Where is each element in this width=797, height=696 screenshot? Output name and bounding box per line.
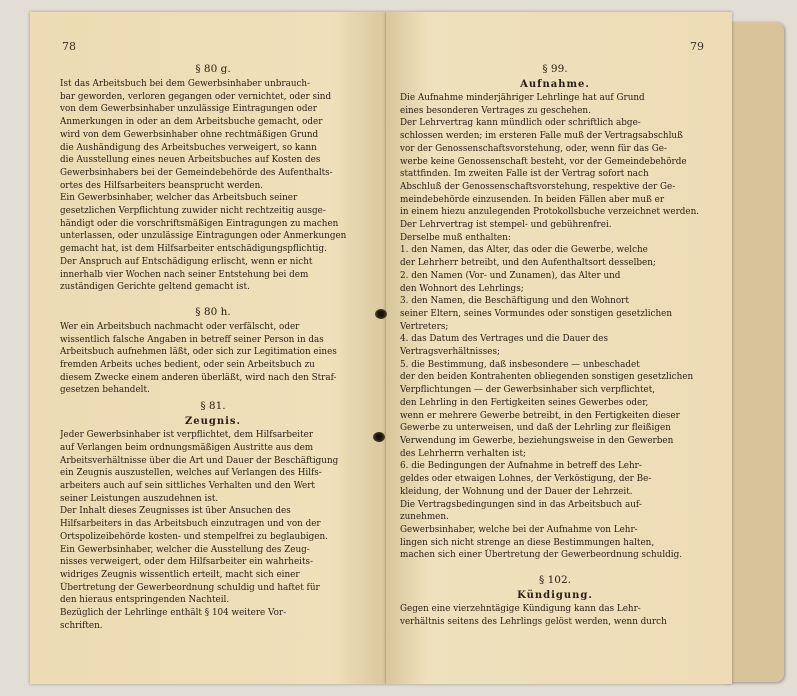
text-line: in einem hiezu anzulegenden Protokollsbuche verzeichnet werden. bbox=[400, 207, 700, 218]
text-line: 4. das Datum des Vertrages und die Dauer des bbox=[400, 334, 608, 345]
text-line: Gegen eine vierzehntägige Kündigung kann das Lehr- bbox=[400, 604, 641, 615]
binding-hole bbox=[375, 309, 387, 319]
text-line: Gewerbsinhabers bei der Gemeindebehörde des Aufenthalts- bbox=[60, 167, 333, 178]
text-line: gesetzen behandelt. bbox=[60, 385, 150, 396]
text-line: händigt oder die vorschriftsmäßigen Eintragungen zu machen bbox=[60, 218, 339, 229]
text-line: lingen sich nicht strenge an diese Bestimmungen halten, bbox=[400, 537, 655, 548]
book-back-cover bbox=[724, 22, 784, 682]
text-line: Der Inhalt dieses Zeugnisses ist über Ansuchen des bbox=[60, 506, 291, 517]
text-line: seiner Eltern, seines Vormundes oder sonstigen gesetzlichen bbox=[400, 308, 673, 319]
text-line: unterlassen, oder unzulässige Eintragungen oder Anmerkungen bbox=[60, 231, 347, 242]
text-line: seiner Leistungen auszudehnen ist. bbox=[60, 493, 219, 504]
text-line: von dem Gewerbsinhaber unzulässige Eintragungen oder bbox=[60, 104, 317, 115]
text-line: Verwendung im Gewerbe, beziehungsweise in den Gewerben bbox=[400, 435, 674, 446]
text-line: Der Lehrvertrag ist stempel- und gebührenfrei. bbox=[400, 220, 612, 231]
text-line: bar geworden, verloren gegangen oder vernichtet, oder sind bbox=[60, 91, 332, 102]
text-line: Wer ein Arbeitsbuch nachmacht oder verfälscht, oder bbox=[60, 321, 300, 332]
text-line: Arbeitsbuch aufnehmen läßt, oder sich zur Legitimation eines bbox=[60, 347, 337, 358]
text-line: Übertretung der Gewerbeordnung schuldig und haftet für bbox=[60, 582, 320, 593]
text-line: des Lehrherrn verhalten ist; bbox=[400, 448, 526, 459]
text-line: 3. den Namen, die Beschäftigung und den Wohnort bbox=[400, 296, 629, 307]
text-line: wird von dem Gewerbsinhaber ohne rechtmäßigen Grund bbox=[60, 129, 319, 140]
text-line: verhältnis seitens des Lehrlings gelöst werden, wenn durch bbox=[400, 616, 667, 627]
text-line: Gewerbe zu unterweisen, und daß der Lehrling zur fleißigen bbox=[400, 423, 671, 434]
section-number: § 81. bbox=[200, 400, 226, 413]
right-page-text bbox=[400, 63, 710, 628]
text-line: fremden Arbeits uches bedient, oder sein Arbeitsbuch zu bbox=[60, 360, 315, 371]
text-line: eines besonderen Vertrages zu geschehen. bbox=[400, 105, 591, 116]
text-line: Anmerkungen in oder an dem Arbeitsbuche gemacht, oder bbox=[60, 117, 323, 128]
text-line: ortes des Hilfsarbeiters beansprucht werden. bbox=[60, 180, 264, 191]
text-line: die Ausstellung eines neuen Arbeitsbuches auf Kosten des bbox=[60, 155, 321, 166]
text-line: der Lehrherr betreibt, und den Aufenthaltsort desselben; bbox=[400, 258, 656, 269]
text-line: widriges Zeugnis wissentlich erteilt, macht sich einer bbox=[60, 569, 300, 580]
text-line: meindebehörde einzusenden. In beiden Fällen aber muß er bbox=[400, 194, 665, 205]
text-line: wenn er mehrere Gewerbe betreibt, in den Fertigkeiten dieser bbox=[400, 410, 680, 421]
section-number: § 102. bbox=[539, 574, 571, 587]
text-line: den hieraus entspringenden Nachteil. bbox=[60, 595, 230, 606]
text-line: Ortspolizeibehörde kosten- und stempelfrei zu beglaubigen. bbox=[60, 531, 328, 542]
left-page-text bbox=[60, 63, 366, 632]
text-line: zuständigen Gerichte geltend gemacht ist. bbox=[60, 282, 250, 293]
spacer bbox=[400, 562, 710, 571]
text-line: Vertragsverhältnisses; bbox=[400, 347, 500, 358]
text-line: der den beiden Kontrahenten obliegenden sonstigen gesetzlichen bbox=[400, 372, 694, 383]
text-line: Der Anspruch auf Entschädigung erlischt, wenn er nicht bbox=[60, 256, 313, 267]
section-number: § 80 h. bbox=[195, 305, 231, 318]
binding-hole bbox=[373, 432, 385, 442]
text-line: nisses verweigert, oder dem Hilfsarbeiter ein wahrheits- bbox=[60, 557, 313, 568]
text-line: Hilfsarbeiters in das Arbeitsbuch einzutragen und von der bbox=[60, 519, 321, 530]
section-heading: Aufnahme. bbox=[520, 79, 590, 90]
page-number: 79 bbox=[690, 40, 704, 53]
text-line: diesem Zwecke einem anderen überläßt, wird nach den Straf- bbox=[60, 372, 337, 383]
text-line: Ist das Arbeitsbuch bei dem Gewerbsinhaber unbrauch- bbox=[60, 79, 311, 89]
text-line: 1. den Namen, das Alter, das oder die Gewerbe, welche bbox=[400, 245, 648, 256]
text-line: Abschluß der Genossenschaftsvorstehung, respektive der Ge- bbox=[400, 181, 676, 192]
text-line: vor der Genossenschaftsvorstehung, oder, wenn für das Ge- bbox=[400, 143, 667, 154]
text-line: Ein Gewerbsinhaber, welcher die Ausstellung des Zeug- bbox=[60, 544, 310, 555]
text-line: schlossen werden; im ersteren Falle muß der Vertragsabschluß bbox=[400, 131, 683, 142]
text-line: Derselbe muß enthalten: bbox=[400, 232, 511, 243]
text-line: innerhalb vier Wochen nach seiner Entstehung bei dem bbox=[60, 269, 309, 280]
text-line: den Wohnort des Lehrlings; bbox=[400, 283, 524, 294]
text-line: wissentlich falsche Angaben in betreff seiner Person in das bbox=[60, 334, 324, 345]
text-line: Ein Gewerbsinhaber, welcher das Arbeitsbuch seiner bbox=[60, 193, 298, 204]
text-line: zunehmen. bbox=[400, 512, 449, 523]
text-line: arbeiters auch auf sein sittliches Verhalten und den Wert bbox=[60, 480, 315, 491]
text-line: Die Vertragsbedingungen sind in das Arbeitsbuch auf- bbox=[400, 499, 642, 510]
text-line: machen sich einer Übertretung der Gewerbeordnung schuldig. bbox=[400, 550, 683, 561]
page-number: 78 bbox=[62, 40, 76, 53]
spacer bbox=[60, 294, 366, 303]
text-line: den Lehrling in den Fertigkeiten seines Gewerbes oder, bbox=[400, 397, 649, 408]
text-line: gesetzlichen Verpflichtung zuwider nicht rechtzeitig ausge- bbox=[60, 206, 326, 217]
text-line: 2. den Namen (Vor- und Zunamen), das Alter und bbox=[400, 270, 621, 281]
section-heading: Zeugnis. bbox=[184, 416, 242, 428]
text-line: Arbeitsverhältnisse über die Art und Dauer der Beschäftigung bbox=[60, 455, 339, 466]
text-line: Der Lehrvertrag kann mündlich oder schriftlich abge- bbox=[400, 118, 641, 129]
text-line: gemacht hat, ist dem Hilfsarbeiter entschädigungspflichtig. bbox=[60, 244, 327, 255]
right-page bbox=[386, 12, 732, 684]
text-line: werbe keine Genossenschaft besteht, vor der Gemeindebehörde bbox=[400, 156, 687, 167]
text-line: kleidung, der Wohnung und der Dauer der Lehrzeit. bbox=[400, 486, 633, 497]
left-page bbox=[30, 12, 386, 684]
section-heading: Kündigung. bbox=[517, 590, 593, 602]
text-line: stattfinden. Im zweiten Falle ist der Vertrag sofort nach bbox=[400, 169, 649, 180]
text-line: Die Aufnahme minderjähriger Lehrlinge hat auf Grund bbox=[400, 93, 645, 103]
text-line: Vertreters; bbox=[400, 321, 449, 332]
text-line: 6. die Bedingungen der Aufnahme in betreff des Lehr- bbox=[400, 461, 642, 472]
text-line: Verpflichtungen — der Gewerbsinhaber sich verpflichtet, bbox=[400, 385, 656, 396]
text-line: auf Verlangen beim ordnungsmäßigen Austritte aus dem bbox=[60, 442, 314, 453]
text-line: ein Zeugnis auszustellen, welches auf Verlangen des Hilfs- bbox=[60, 468, 322, 479]
text-line: geldes oder etwaigen Lohnes, der Verköstigung, der Be- bbox=[400, 474, 652, 485]
section-number: § 99. bbox=[542, 63, 568, 75]
text-line: die Aushändigung des Arbeitsbuches verweigert, so kann bbox=[60, 142, 317, 153]
text-line: schriften. bbox=[60, 620, 103, 631]
text-line: 5. die Bestimmung, daß insbesondere — unbeschadet bbox=[400, 359, 640, 370]
text-line: Bezüglich der Lehrlinge enthält § 104 weitere Vor- bbox=[60, 608, 287, 619]
text-line: Gewerbsinhaber, welche bei der Aufnahme von Lehr- bbox=[400, 524, 638, 535]
section-number: § 80 g. bbox=[195, 63, 231, 75]
text-line: Jeder Gewerbsinhaber ist verpflichtet, dem Hilfsarbeiter bbox=[60, 430, 314, 441]
